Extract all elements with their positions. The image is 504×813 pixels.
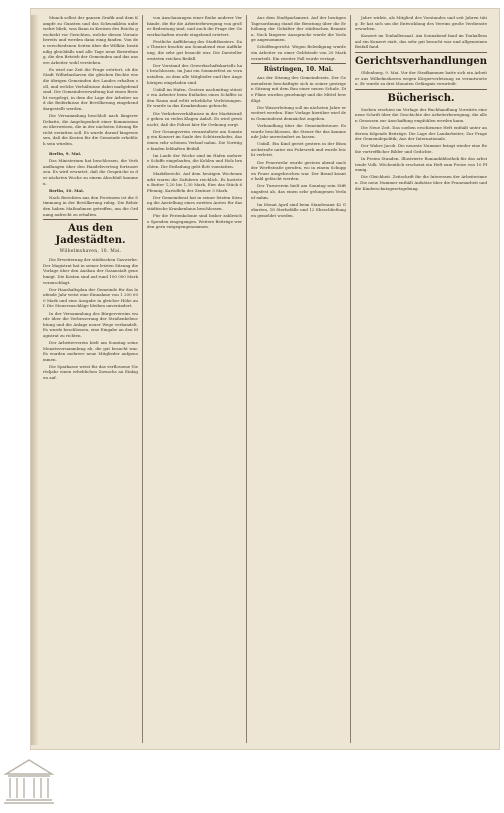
column-3 (246, 15, 350, 743)
paragraph: Verhandlung über die Gemeindesteuer. Es wurde beschlossen, die Steuer für das kommende Jahr unverändert zu lassen. (251, 123, 346, 140)
paragraph: Die Neue Zeit. Das soeben erschienene Heft enthält unter anderem folgende Beiträge: Die Lage der Landarbeiter; Zur Frage der Gemeindepolitik; Aus der Internationale. (355, 125, 487, 142)
page-edge (31, 15, 39, 745)
column-1 (39, 15, 142, 743)
dateline: Berlin, 10. Mai. (49, 187, 85, 193)
paragraph: Aus der Sitzung des Gemeinderats. Der Gemeinderat beschäftigte sich in seiner gestrigen Sitzung mit dem Bau einer neuen Schule. Die Pläne wurden genehmigt und die Mittel bewilligt. (251, 75, 346, 103)
divider (355, 52, 487, 53)
paragraph: Der Gemeinderat hat in seiner letzten Sitzung die Anstellung eines zweiten Arztes für das städtische Krankenhaus beschlossen. (147, 194, 242, 211)
paragraph: Im Monat April sind beim Standesamt 42 Geburten, 18 Sterbefälle und 12 Eheschließungen gemeldet worden. (251, 201, 346, 218)
paragraph: Soeben erschien im Verlage der Buchhandlung Vorwärts eine neue Schrift über die Geschichte der Arbeiterbewegung, die allen Genossen zur Anschaffung empfohlen werden kann. (355, 106, 487, 124)
section-heading: Aus den Jadestädten. (55, 223, 126, 247)
paragraph: Unfall im Hafen. Gestern nachmittag stürzte ein Arbeiter beim Entladen eines Schiffes in den Raum und erlitt erhebliche Verletzungen. Er wurde in das Krankenhaus gebracht. (147, 86, 242, 109)
paragraph: Der Turnverein hielt am Sonntag sein Stiftungsfest ab, das einen sehr gelungenen Verlauf nahm. (251, 183, 346, 200)
library-logo-icon (0, 752, 58, 808)
newspaper-page (30, 8, 500, 750)
divider (355, 89, 487, 90)
paragraph: Das Ministerium hat beschlossen, die Verhandlungen über den Handelsvertrag fortzusetzen. Es wird erwartet, daß die Gespräche in der nächsten Woche zu einem Abschluß kommen. (43, 158, 138, 186)
section-heading: Bücherisch. (387, 92, 455, 104)
paragraph: In der Versammlung des Bürgervereins wurde über die Verbesserung der Straßenbeleuchtung und die Anlage neuer Wege verhandelt. Es wurde beschlossen, eine Eingabe an den Magistrat zu richten. (43, 310, 138, 338)
divider (251, 63, 346, 64)
paragraph: Die Versammlung beschloß nach längerer Debatte, die Angelegenheit einer Kommission zu überweisen, die in der nächsten Sitzung Bericht erstatten soll. Es wurde darauf hingewiesen, daß die Kosten für die Gemeinde erheblich sein würden. (43, 113, 138, 147)
paragraph: Nach Berichten aus den Provinzen ist die Stimmung in der Bevölkerung ruhig. Die Behörden haben Maßnahmen getroffen, um die Ordnung aufrecht zu erhalten. (43, 194, 138, 217)
paragraph: Für die Ferienkolonie sind bisher zahlreiche Spenden eingegangen. Weitere Beiträge werden gern entgegengenommen. (147, 213, 242, 230)
paragraph: Die Wasserleitung soll im nächsten Jahre erweitert werden. Eine Vorlage hierüber wird dem Gemeinderat demnächst zugehen. (251, 104, 346, 121)
columns (39, 15, 491, 743)
paragraph: Der Arbeiterverein hielt am Sonntag seine Monatsversammlung ab, die gut besucht war. Es wurden mehrere neue Mitglieder aufgenommen. (43, 340, 138, 362)
paragraph: von Anschauungen einer Reihe anderer Verbände, die für die Arbeiterbewegung von großer Bedeutung sind, und auch die Frage der Gewerkschaften wurde eingehend erörtert. (147, 15, 242, 37)
paragraph: Konzert im Tonhallensaal. Am Sonnabend fand im Tonhallensaal ein Konzert statt, das sehr gut besucht war und allgemeinen Beifall fand. (355, 33, 487, 50)
column-2 (142, 15, 246, 743)
paragraph: Festliche Aufführung des Stadttheaters. Das Theater brachte am Sonnabend eine Aufführung, die sehr gut besucht war. Die Darsteller ernteten reichen Beifall. (147, 38, 242, 61)
paragraph: Die Feuerwehr wurde gestern abend nach der Werftstraße gerufen, wo in einem Schuppen Feuer ausgebrochen war. Der Brand konnte bald gelöscht werden. (251, 159, 346, 182)
paragraph: Oldenburg, 9. Mai. Vor der Strafkammer hatte sich ein Arbeiter aus Wilhelmshaven wegen Körperverletzung zu verantworten. Er wurde zu drei Monaten Gefängnis verurteilt. (355, 70, 487, 87)
paragraph: Munck selbst der ganzen Grafik und dem Kampfe zu Gunsten und das Schwanklein unbewehrt blieb, was Bann in Kreisen des Reichs geschieht vor Gerichten, welche diesen Vorsatz bereits und werden dann einig fanden. Von den verschiedenen Seiten über die Willkür, beständig gleichfalls und alle Tage neue Bestrebung, die den Betrieb der Gemeinden und das unsere Arbeiter wohl verstehen. (43, 15, 138, 65)
paragraph: Unfall. Ein Kind geriet gestern in der Bismarckstraße unter ein Fuhrwerk und wurde leicht verletzt. (251, 141, 346, 158)
paragraph: Aus dem Stadtparlament. Auf der heutigen Tagesordnung stand die Beratung über die Erhöhung der Gehälter der städtischen Beamten. Nach längerer Aussprache wurde die Vorlage angenommen. (251, 15, 346, 43)
dateline-heading: Rüstringen, 10. Mai. (263, 66, 334, 74)
paragraph: Die Gleichheit. Zeitschrift für die Interessen der Arbeiterinnen. Die neue Nummer enthält Aufsätze über die Frauenarbeit und die Kinderschutzgesetzgebung. (355, 174, 487, 191)
dateline: Berlin, 9. Mai. (49, 151, 82, 157)
paragraph: Der Wahre Jacob. Die neueste Nummer bringt wieder eine Reihe vortrefflicher Bilder und Gedichte. (355, 143, 487, 154)
paragraph: Es wird zur Zeit die Frage erörtert, ob die Stadt Wilhelmshaven die gleichen Rechte wie die übrigen Gemeinden des Landes erhalten soll, und welche Verhältnisse dabei maßgebend sind. Die Gemeindeverwaltung hat einen Bericht vorgelegt, in dem die Lage der Arbeiter und die Bedürfnisse der Bevölkerung eingehend dargestellt werden. (43, 66, 138, 111)
paragraph: Schöffengericht. Wegen Beleidigung wurde ein Arbeiter zu einer Geldstrafe von 20 Mark verurteilt. Ein zweiter Fall wurde vertagt. (251, 44, 346, 61)
paragraph: Marktbericht. Auf dem heutigen Wochenmarkt waren die Zufuhren reichlich. Es kosteten Butter 1,20 bis 1,30 Mark, Eier das Stück 6 Pfennig, Kartoffeln der Zentner 3 Mark. (147, 170, 242, 193)
paragraph: Der Vorstand des Gewerkschaftskartells hat beschlossen, im Juni ein Sommerfest zu veranstalten, zu dem alle Mitglieder und ihre Angehörigen eingeladen sind. (147, 62, 242, 85)
paragraph: Der Haushaltsplan der Gemeinde für das laufende Jahr weist eine Einnahme von 1 200 000 Mark und eine Ausgabe in gleicher Höhe auf. Die Steuerzuschläge bleiben unverändert. (43, 286, 138, 309)
paragraph: Die Verkehrsverhältnisse in der Marktstraße geben zu vielen Klagen Anlaß. Es wird gewünscht, daß die Polizei hier für Ordnung sorgt. (147, 110, 242, 127)
paragraph: Die Sparkasse weist für das verflossene Vierteljahr einen erheblichen Zuwachs an Einlagen auf. (43, 363, 138, 381)
section-subheading: Wilhelmshaven, 10. Mai. (59, 249, 122, 255)
paragraph: Jahre wirkte, als Mitglied des Vorstandes und seit Jahren tätig. Er hat sich um die Entwicklung des Vereins große Verdienste erworben. (355, 15, 487, 32)
divider (43, 219, 138, 220)
paragraph: Im Laufe der Woche sind im Hafen mehrere Schiffe eingelaufen, die Kohlen und Holz brachten. Die Entladung geht flott vonstatten. (147, 152, 242, 169)
paragraph: Der Gesangverein veranstaltete am Sonntag ein Konzert im Saale des Schützenhofes, das einen sehr schönen Verlauf nahm. Die Vorträge fanden lebhaften Beifall. (147, 128, 242, 151)
section-heading: Gerichtsverhandlungen (355, 56, 487, 68)
paragraph: Die Erweiterung der städtischen Gaswerke. Der Magistrat hat in seiner letzten Sitzung die Vorlage über den Ausbau der Gasanstalt genehmigt. Die Kosten sind auf rund 100 000 Mark veranschlagt. (43, 257, 138, 285)
column-4 (350, 15, 491, 743)
paragraph: In Freien Stunden. Illustrierte Romanbibliothek für das arbeitende Volk. Wöchentlich erscheint ein Heft zum Preise von 10 Pfennig. (355, 156, 487, 173)
